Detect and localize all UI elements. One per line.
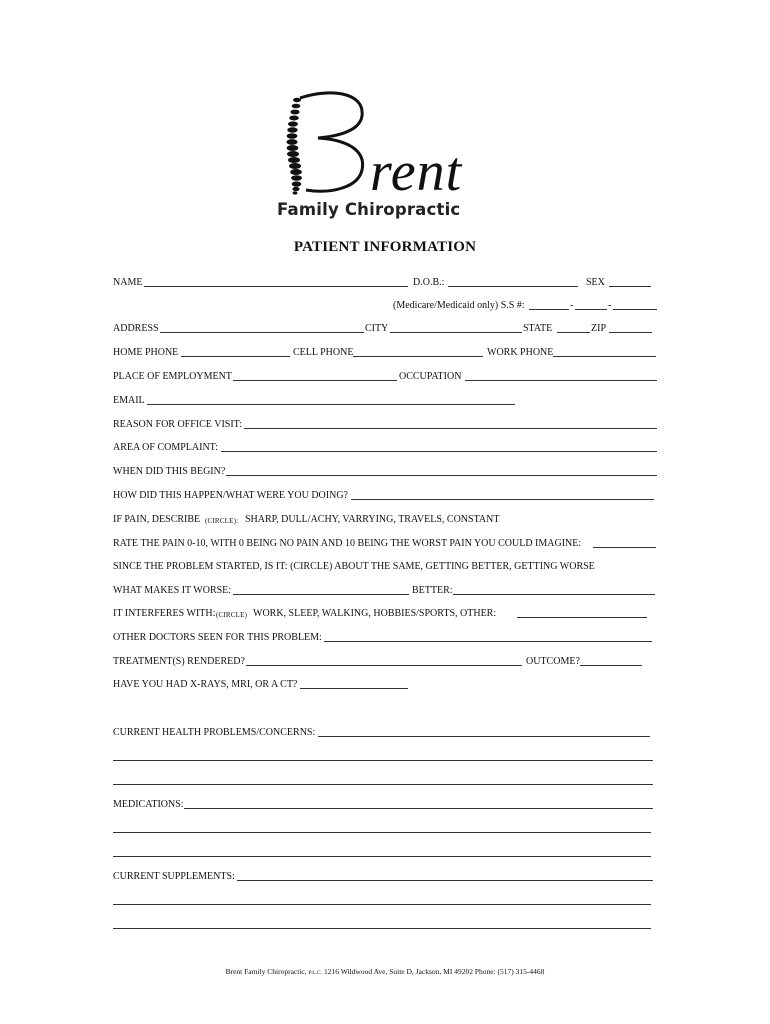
state-label: STATE [523, 323, 553, 334]
sex-label: SEX [586, 277, 605, 288]
when-field[interactable] [226, 475, 657, 476]
page-footer [0, 967, 770, 976]
how-field[interactable] [351, 499, 654, 500]
pain-options[interactable]: SHARP, DULL/ACHY, VARRYING, TRAVELS, CONSTANT [245, 514, 500, 525]
row-medications-2 [113, 822, 658, 836]
supplements-line-2[interactable] [113, 904, 651, 905]
footer-suffix: P.L.C. [308, 970, 323, 976]
name-label: NAME [113, 277, 143, 288]
medications-label: MEDICATIONS: [113, 799, 184, 810]
work-phone-label: WORK PHONE [487, 347, 554, 358]
brand-subtitle: Family Chiropractic [277, 200, 461, 219]
name-field[interactable] [144, 286, 408, 287]
rate-pain-field[interactable] [593, 547, 656, 548]
row-treatments [113, 655, 658, 669]
employment-label: PLACE OF EMPLOYMENT [113, 371, 232, 382]
treatments-label: TREATMENT(S) RENDERED? [113, 656, 245, 667]
other-doctors-field[interactable] [324, 641, 652, 642]
medications-line-2[interactable] [113, 832, 651, 833]
employment-field[interactable] [233, 380, 397, 381]
row-interferes [113, 607, 658, 621]
home-phone-label: HOME PHONE [113, 347, 179, 358]
when-label: WHEN DID THIS BEGIN? [113, 466, 226, 477]
row-medications-3 [113, 846, 658, 860]
ssn-field-1[interactable] [529, 309, 569, 310]
work-phone-field[interactable] [553, 356, 656, 357]
interferes-other-field[interactable] [517, 617, 647, 618]
other-doctors-label: OTHER DOCTORS SEEN FOR THIS PROBLEM: [113, 632, 322, 643]
row-supplements [113, 870, 658, 884]
row-health-problems-2 [113, 750, 658, 764]
cell-phone-field[interactable] [353, 356, 483, 357]
area-field[interactable] [221, 451, 657, 452]
state-field[interactable] [557, 332, 590, 333]
xrays-field[interactable] [300, 688, 408, 689]
how-label: HOW DID THIS HAPPEN/WHAT WERE YOU DOING? [113, 490, 348, 501]
row-area [113, 441, 658, 455]
since-started-label[interactable]: SINCE THE PROBLEM STARTED, IS IT: (CIRCLE) ABOUT THE SAME, GETTING BETTER, GETTING WORSE [113, 561, 595, 572]
city-field[interactable] [390, 332, 522, 333]
ssn-label: (Medicare/Medicaid only) S.S #: [393, 300, 525, 311]
footer-address: 1216 Wildwood Ave, Suite D, Jackson, MI 49202 Phone: (517) 315-4468 [323, 967, 545, 976]
zip-label: ZIP [591, 323, 606, 334]
row-when [113, 465, 658, 479]
row-worse-better [113, 584, 658, 598]
row-medications [113, 798, 658, 812]
row-health-problems-3 [113, 774, 658, 788]
row-reason [113, 418, 658, 432]
outcome-label: OUTCOME? [526, 656, 580, 667]
xrays-label: HAVE YOU HAD X-RAYS, MRI, OR A CT? [113, 679, 298, 690]
worse-field[interactable] [233, 594, 409, 595]
health-problems-label: CURRENT HEALTH PROBLEMS/CONCERNS: [113, 727, 316, 738]
circle-hint-2: (CIRCLE) [216, 611, 248, 619]
address-label: ADDRESS [113, 323, 159, 334]
row-employment [113, 370, 658, 384]
row-rate-pain [113, 537, 658, 551]
occupation-label: OCCUPATION [399, 371, 462, 382]
interferes-label: IT INTERFERES WITH: [113, 608, 216, 619]
row-address [113, 322, 658, 336]
row-how [113, 489, 658, 503]
health-problems-line-3[interactable] [113, 784, 653, 785]
row-other-doctors [113, 631, 658, 645]
dob-label: D.O.B.: [413, 277, 445, 288]
address-field[interactable] [160, 332, 364, 333]
ssn-field-3[interactable] [613, 309, 657, 310]
treatments-field[interactable] [246, 665, 522, 666]
supplements-label: CURRENT SUPPLEMENTS: [113, 871, 235, 882]
ssn-field-2[interactable] [575, 309, 607, 310]
occupation-field[interactable] [465, 380, 657, 381]
worse-label: WHAT MAKES IT WORSE: [113, 585, 232, 596]
email-field[interactable] [147, 404, 515, 405]
row-email [113, 394, 658, 408]
brand-logo [270, 86, 500, 226]
circle-hint: (CIRCLE): [205, 517, 239, 525]
better-field[interactable] [453, 594, 655, 595]
pain-describe-label: IF PAIN, DESCRIBE [113, 514, 201, 525]
brand-wordmark: rent [370, 141, 463, 203]
interferes-options[interactable]: WORK, SLEEP, WALKING, HOBBIES/SPORTS, OTHER: [253, 608, 497, 619]
outcome-field[interactable] [580, 665, 642, 666]
footer-name: Brent Family Chiropractic, [225, 967, 307, 976]
row-health-problems [113, 726, 658, 740]
row-ssn: (Medicare/Medicaid only) S.S #: - - [113, 299, 658, 313]
supplements-line-3[interactable] [113, 928, 651, 929]
medications-line-3[interactable] [113, 856, 651, 857]
rate-pain-label: RATE THE PAIN 0-10, WITH 0 BEING NO PAIN AND 10 BEING THE WORST PAIN YOU COULD IMAGINE: [113, 538, 582, 549]
medications-field[interactable] [184, 808, 653, 809]
dob-field[interactable] [448, 286, 578, 287]
health-problems-line-2[interactable] [113, 760, 653, 761]
supplements-field[interactable] [237, 880, 653, 881]
row-phones [113, 346, 658, 360]
better-label: BETTER: [412, 585, 453, 596]
row-pain-describe [113, 513, 658, 527]
reason-field[interactable] [244, 428, 657, 429]
city-label: CITY [365, 323, 389, 334]
home-phone-field[interactable] [181, 356, 290, 357]
row-supplements-2 [113, 894, 658, 908]
health-problems-field[interactable] [318, 736, 650, 737]
cell-phone-label: CELL PHONE [293, 347, 354, 358]
area-label: AREA OF COMPLAINT: [113, 442, 219, 453]
row-supplements-3 [113, 918, 658, 932]
email-label: EMAIL [113, 395, 145, 406]
reason-label: REASON FOR OFFICE VISIT: [113, 419, 243, 430]
row-name [113, 276, 658, 290]
row-xrays [113, 678, 658, 692]
page-title: PATIENT INFORMATION [293, 239, 477, 255]
zip-field[interactable] [609, 332, 652, 333]
sex-field[interactable] [609, 286, 651, 287]
row-since-started [113, 560, 658, 574]
